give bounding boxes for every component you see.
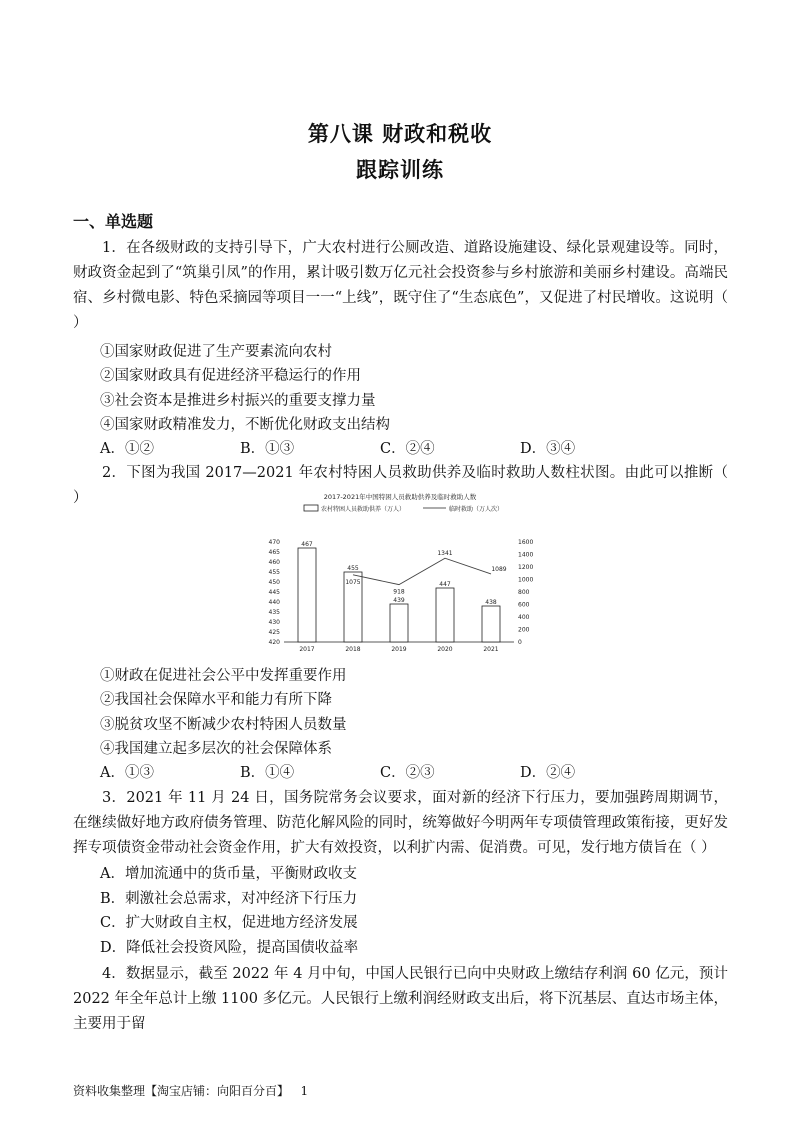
section-title: 一、单选题 <box>73 212 154 231</box>
y-left-tick-label: 445 <box>268 589 280 596</box>
q1-option-b[interactable]: B．①③ <box>240 441 295 457</box>
y-right-tick-label: 1600 <box>518 539 534 546</box>
y-right-tick-label: 1000 <box>518 576 534 584</box>
q1-statement-1: ①国家财政促进了生产要素流向农村 <box>100 344 332 360</box>
x-tick-label: 2020 <box>437 646 453 653</box>
q2-option-b[interactable]: B．①④ <box>240 765 295 781</box>
y-left-tick-label: 430 <box>268 619 280 626</box>
q2-option-a[interactable]: A．①③ <box>100 765 154 781</box>
y-left-tick-label: 465 <box>268 549 280 556</box>
chart <box>240 488 560 658</box>
q3-option-c[interactable]: C．扩大财政自主权，促进地方经济发展 <box>100 915 358 931</box>
bar-label: 439 <box>393 597 405 604</box>
y-left-tick-label: 470 <box>268 539 280 546</box>
y-right-tick-label: 800 <box>518 589 530 596</box>
q2-statement-1: ①财政在促进社会公平中发挥重要作用 <box>100 668 347 684</box>
legend-bar-label: 农村特困人员救助供养（万人） <box>321 506 406 513</box>
page-subtitle: 跟踪训练 <box>356 157 444 182</box>
y-left-tick-label: 425 <box>268 629 280 636</box>
y-right-tick-label: 0 <box>518 639 522 646</box>
footer <box>73 1082 308 1099</box>
q1-option-d[interactable]: D．③④ <box>520 441 576 457</box>
legend-bar-swatch <box>304 505 318 511</box>
x-tick-label: 2019 <box>391 646 407 653</box>
q2-options <box>100 761 700 782</box>
page-title: 第八课 财政和税收 <box>307 121 493 146</box>
q1-option-a[interactable]: A．①② <box>100 441 154 457</box>
y-left-tick-label: 450 <box>268 579 280 586</box>
q3-option-b[interactable]: B．刺激社会总需求，对冲经济下行压力 <box>100 891 358 907</box>
page-number: 1 <box>300 1084 309 1098</box>
q1-statement-4: ④国家财政精准发力，不断优化财政支出结构 <box>100 417 390 433</box>
x-tick-label: 2021 <box>483 646 499 653</box>
q3-option-a[interactable]: A．增加流通中的货币量，平衡财政收支 <box>100 866 357 882</box>
bar-label: 447 <box>439 581 451 588</box>
line-label: 1089 <box>491 565 507 573</box>
legend-line-label: 临时救助（万人次） <box>449 506 504 513</box>
footer-text: 资料收集整理【淘宝店铺：向阳百分百】 <box>73 1084 290 1098</box>
q2-statement-2: ②我国社会保障水平和能力有所下降 <box>100 692 332 708</box>
y-right-tick-label: 1200 <box>518 564 534 571</box>
bar <box>298 548 316 642</box>
y-left-tick-label: 440 <box>268 599 280 606</box>
question-1-stem: 1．在各级财政的支持引导下，广大农村进行公厕改造、道路设施建设、绿化景观建设等。同时，财政资金起到了“筑巢引凤”的作用，累计吸引数万亿元社会投资参与乡村旅游和美丽乡村建设。高端民宿、乡村微电影、特色采摘园等项目一一“上线”，既守住了“生态底色”，又促进了村民增收。这说明（ ） <box>73 240 728 331</box>
q2-statement-3: ③脱贫攻坚不断减少农村特困人员数量 <box>100 717 347 733</box>
y-right-tick-label: 1400 <box>518 551 534 559</box>
q1-statement-2: ②国家财政具有促进经济平稳运行的作用 <box>100 368 361 384</box>
line-label: 1075 <box>345 578 361 586</box>
x-tick-label: 2017 <box>299 646 315 653</box>
y-left-tick-label: 420 <box>268 639 280 646</box>
bar-label: 455 <box>347 565 359 572</box>
q1-option-c[interactable]: C．②④ <box>380 441 435 457</box>
y-left-tick-label: 435 <box>268 609 280 616</box>
line-label: 1341 <box>437 550 453 558</box>
question-2-stem: 2．下图为我国 2017—2021 年农村特困人员救助供养及临时救助人数柱状图。由此可以推断（ ） <box>73 465 728 506</box>
bar <box>482 606 500 642</box>
bar-label: 438 <box>485 599 497 606</box>
x-tick-label: 2018 <box>345 646 361 653</box>
question-3-stem: 3．2021 年 11 月 24 日，国务院常务会议要求，面对新的经济下行压力，要加强跨周期调节，在继续做好地方政府债务管理、防范化解风险的同时，统筹做好今明两年专项债管理政策衔接，更好发挥专项债资金带动社会资金作用，扩大有效投资，以利扩内需、促消费。可见，发行地方债旨在（ ） <box>73 790 728 856</box>
chart-title: 2017-2021年中国特困人员救助供养及临时救助人数 <box>323 493 477 501</box>
line-label: 918 <box>393 588 405 596</box>
q2-option-c[interactable]: C．②③ <box>380 765 435 781</box>
bar <box>390 604 408 642</box>
y-left-tick-label: 460 <box>268 559 280 566</box>
y-right-tick-label: 400 <box>518 614 530 621</box>
q2-option-d[interactable]: D．②④ <box>520 765 576 781</box>
bar-label: 467 <box>301 541 313 548</box>
bar <box>436 588 454 642</box>
y-right-tick-label: 600 <box>518 601 530 609</box>
question-4-stem: 4．数据显示，截至 2022 年 4 月中旬，中国人民银行已向中央财政上缴结存利润 60 亿元，预计 2022 年全年总计上缴 1100 多亿元。人民银行上缴利润经财政支出后，将下沉基层、直达市场主体，主要用于留 <box>73 966 728 1032</box>
q1-statement-3: ③社会资本是推进乡村振兴的重要支撑力量 <box>100 393 376 409</box>
y-right-tick-label: 200 <box>518 626 530 634</box>
y-left-tick-label: 455 <box>268 569 280 576</box>
q1-options <box>100 437 700 458</box>
q3-option-d[interactable]: D．降低社会投资风险，提高国债收益率 <box>100 940 359 956</box>
q2-statement-4: ④我国建立起多层次的社会保障体系 <box>100 741 332 757</box>
series-line <box>353 558 491 584</box>
